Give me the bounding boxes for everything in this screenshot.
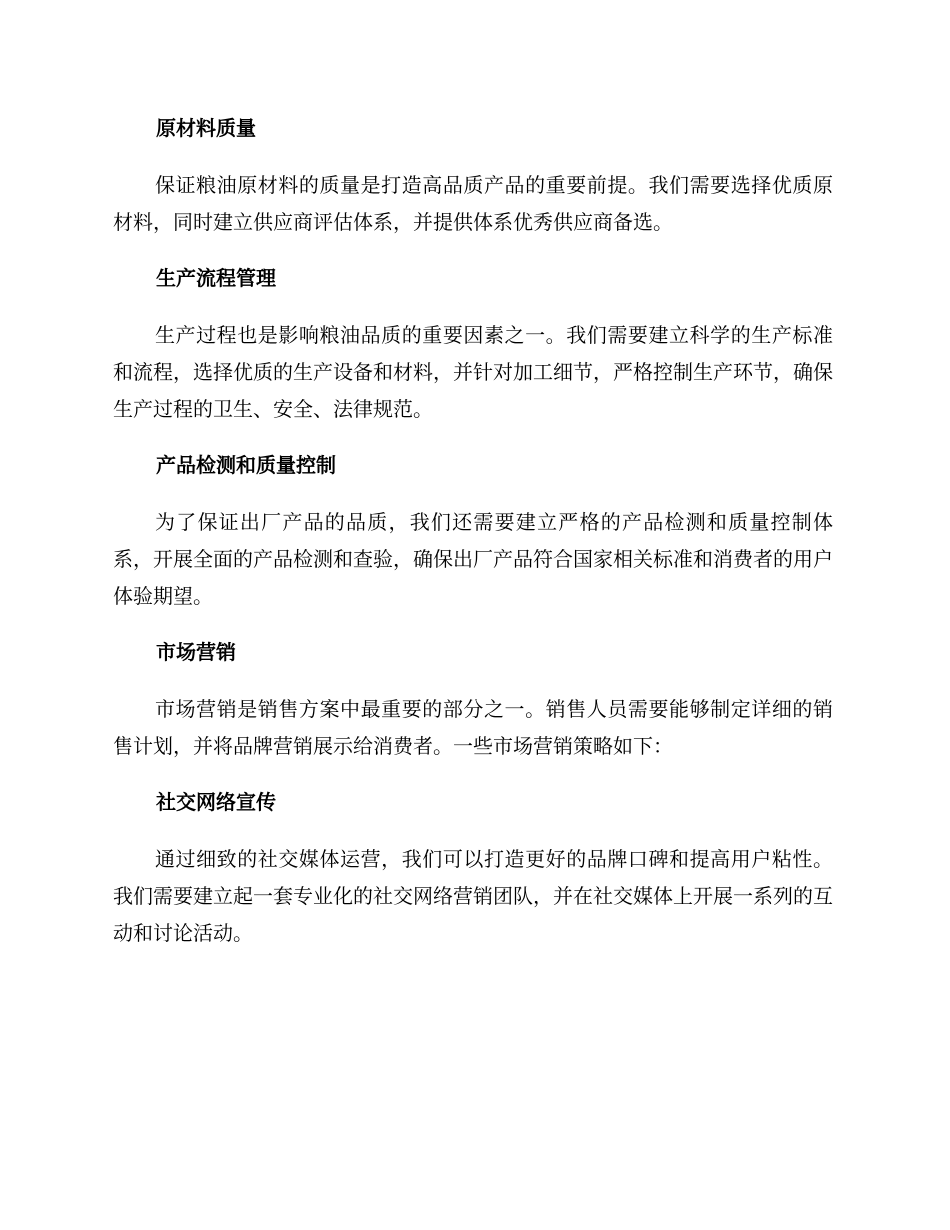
section-body-marketing: 市场营销是销售方案中最重要的部分之一。销售人员需要能够制定详细的销售计划，并将品牌营销展示给消费者。一些市场营销策略如下： — [113, 697, 833, 758]
section-heading-raw-materials: 原材料质量 — [156, 116, 256, 140]
section-heading-production-process: 生产流程管理 — [156, 266, 276, 290]
section-body-raw-materials: 保证粮油原材料的质量是打造高品质产品的重要前提。我们需要选择优质原材料，同时建立供应商评估体系，并提供体系优秀供应商备选。 — [113, 173, 833, 234]
section-heading-marketing: 市场营销 — [156, 640, 236, 664]
section-body-quality-control: 为了保证出厂产品的品质，我们还需要建立严格的产品检测和质量控制体系，开展全面的产品检测和查验，确保出厂产品符合国家相关标准和消费者的用户体验期望。 — [113, 510, 833, 608]
document-page — [113, 113, 833, 952]
section-body-production-process: 生产过程也是影响粮油品质的重要因素之一。我们需要建立科学的生产标准和流程，选择优质的生产设备和材料，并针对加工细节，严格控制生产环节，确保生产过程的卫生、安全、法律规范。 — [113, 323, 833, 421]
section-body-social-media: 通过细致的社交媒体运营，我们可以打造更好的品牌口碑和提高用户粘性。我们需要建立起一套专业化的社交网络营销团队，并在社交媒体上开展一系列的互动和讨论活动。 — [113, 847, 833, 945]
section-heading-quality-control: 产品检测和质量控制 — [156, 453, 336, 477]
section-heading-social-media: 社交网络宣传 — [156, 790, 276, 814]
